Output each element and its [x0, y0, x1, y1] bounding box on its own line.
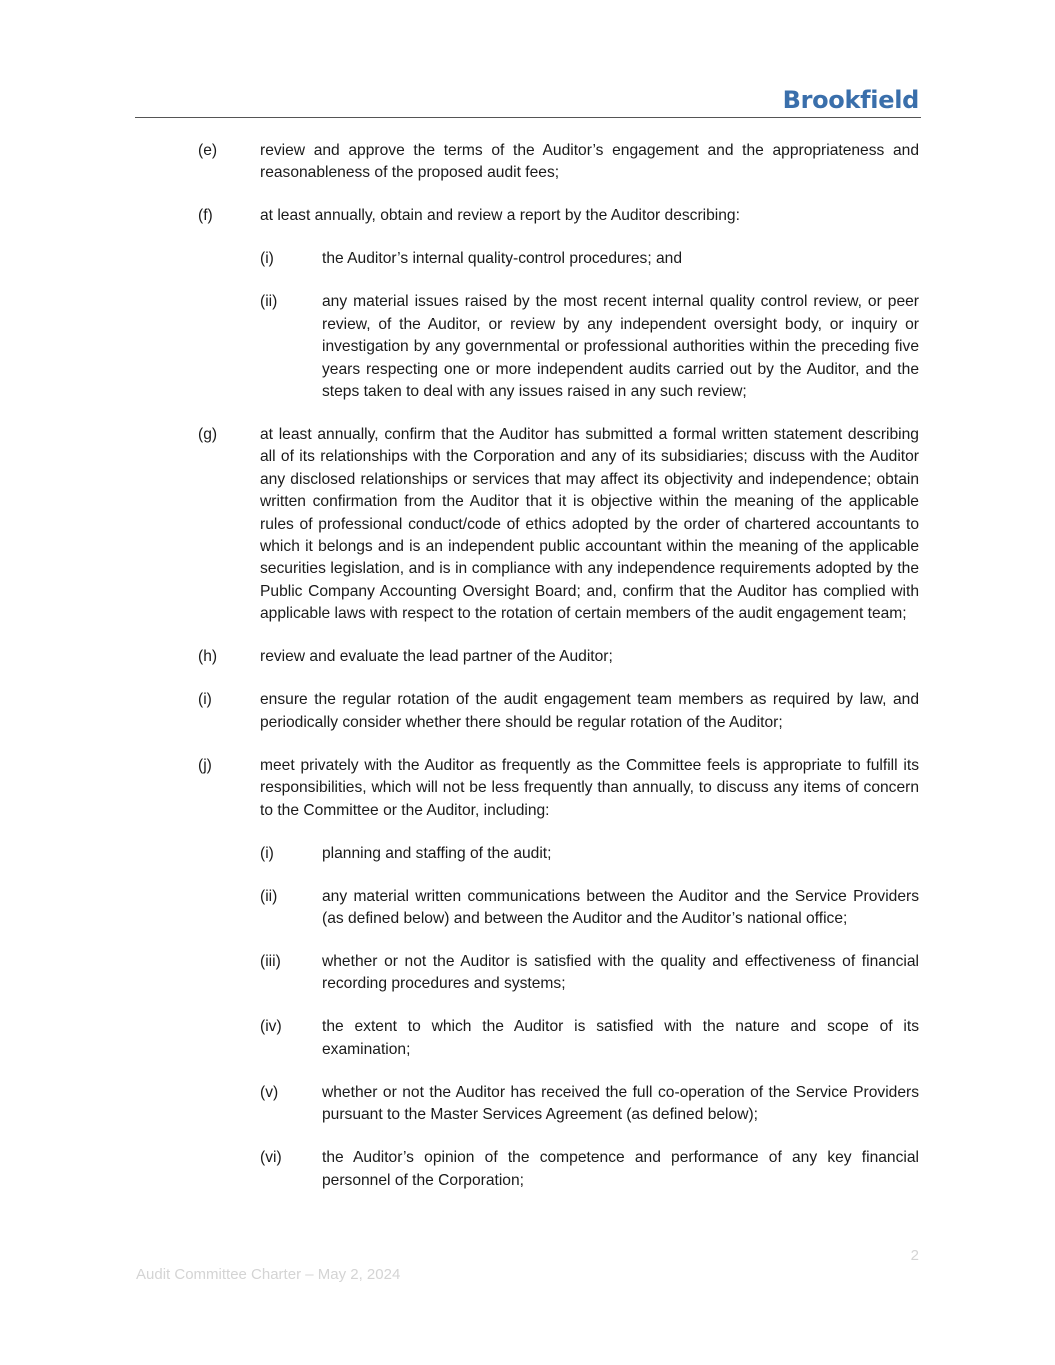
footer-title: Audit Committee Charter – May 2, 2024: [136, 1266, 401, 1283]
sub-item-j-vi: [260, 1147, 919, 1192]
sub-item-label: (i): [260, 250, 274, 268]
list-item-label: (i): [198, 691, 212, 709]
list-item-h: [198, 646, 919, 668]
sub-item-text: any material issues raised by the most recent internal quality control review, or peer review, of the Auditor, or review by any independent oversight body, or inquiry or investigation by any governmental or professional authorities within the preceding five years respecting one or more independent audits carried out by the Auditor, and the steps taken to deal with any issues raised in any such review;: [322, 293, 919, 401]
sub-item-text: planning and staffing of the audit;: [322, 844, 552, 862]
sub-item-label: (ii): [260, 887, 278, 905]
sub-item-j-ii: [260, 886, 919, 931]
list-item-label: (j): [198, 756, 212, 774]
sub-item-text: the Auditor’s internal quality-control procedures; and: [322, 250, 683, 268]
list-item-text: ensure the regular rotation of the audit engagement team members as required by law, and periodically consider whether there should be regular rotation of the Auditor;: [260, 691, 919, 731]
sub-item-j-iii: [260, 951, 919, 996]
sub-item-f-i: [260, 248, 919, 270]
page-number: 2: [910, 1247, 919, 1264]
list-item-g: [198, 424, 919, 626]
list-item-text: at least annually, confirm that the Auditor has submitted a formal written statement describing all of its relationships with the Corporation and any of its subsidiaries; discuss with the Auditor any disclosed relationships or services that may affect its objectivity and independence; obtain written confirmation from the Auditor that it is objective within the meaning of the applicable rules of professional conduct/code of ethics adopted by the order of chartered accountants to which it belongs and is an independent public accountant within the meaning of the applicable securities legislation, and is in compliance with any independence requirements adopted by the Public Company Accounting Oversight Board; and, confirm that the Auditor has complied with applicable laws with respect to the rotation of certain members of the audit engagement team;: [260, 426, 919, 623]
list-item-label: (e): [198, 142, 218, 159]
list-item-text: review and approve the terms of the Auditor’s engagement and the appropriateness and reasonableness of the proposed audit fees;: [260, 142, 919, 182]
list-item-f: [198, 205, 919, 227]
list-item-label: (g): [198, 426, 218, 444]
sub-item-text: the Auditor’s opinion of the competence and performance of any key financial personnel of the Corporation;: [322, 1149, 919, 1189]
sub-item-text: any material written communications between the Auditor and the Service Providers (as defined below) and between the Auditor and the Auditor’s national office;: [322, 887, 919, 927]
list-item-label: (f): [198, 207, 213, 225]
sub-item-text: the extent to which the Auditor is satisfied with the nature and scope of its examination;: [322, 1018, 919, 1058]
list-item-text: meet privately with the Auditor as frequently as the Committee feels is appropriate to fulfill its responsibilities, which will not be less frequently than annually, to discuss any items of concern to the Committee or the Auditor, including:: [260, 756, 919, 819]
sub-item-j-iv: [260, 1016, 919, 1061]
sub-item-j-v: [260, 1082, 919, 1127]
sub-item-label: (i): [260, 844, 274, 862]
sub-item-label: (ii): [260, 293, 278, 311]
brand-logo-text: Brookfield: [782, 86, 919, 114]
header-divider: [135, 117, 921, 118]
sub-item-label: (vi): [260, 1149, 282, 1167]
list-item-j: [198, 755, 919, 822]
sub-item-label: (iv): [260, 1018, 282, 1036]
list-item-text: review and evaluate the lead partner of the Auditor;: [260, 648, 613, 666]
sub-item-label: (iii): [260, 952, 281, 970]
document-body: [198, 140, 919, 1213]
sub-item-f-ii: [260, 291, 919, 403]
sub-item-text: whether or not the Auditor has received the full co-operation of the Service Providers pursuant to the Master Services Agreement (as defined below);: [322, 1083, 919, 1124]
list-item-i: [198, 689, 919, 734]
list-item-label: (h): [198, 648, 218, 666]
list-item-text: at least annually, obtain and review a report by the Auditor describing:: [260, 207, 740, 225]
sub-item-label: (v): [260, 1083, 279, 1101]
sub-item-text: whether or not the Auditor is satisfied with the quality and effectiveness of financial recording procedures and systems;: [322, 952, 919, 993]
list-item-e: [198, 140, 919, 185]
sub-item-j-i: [260, 843, 919, 865]
